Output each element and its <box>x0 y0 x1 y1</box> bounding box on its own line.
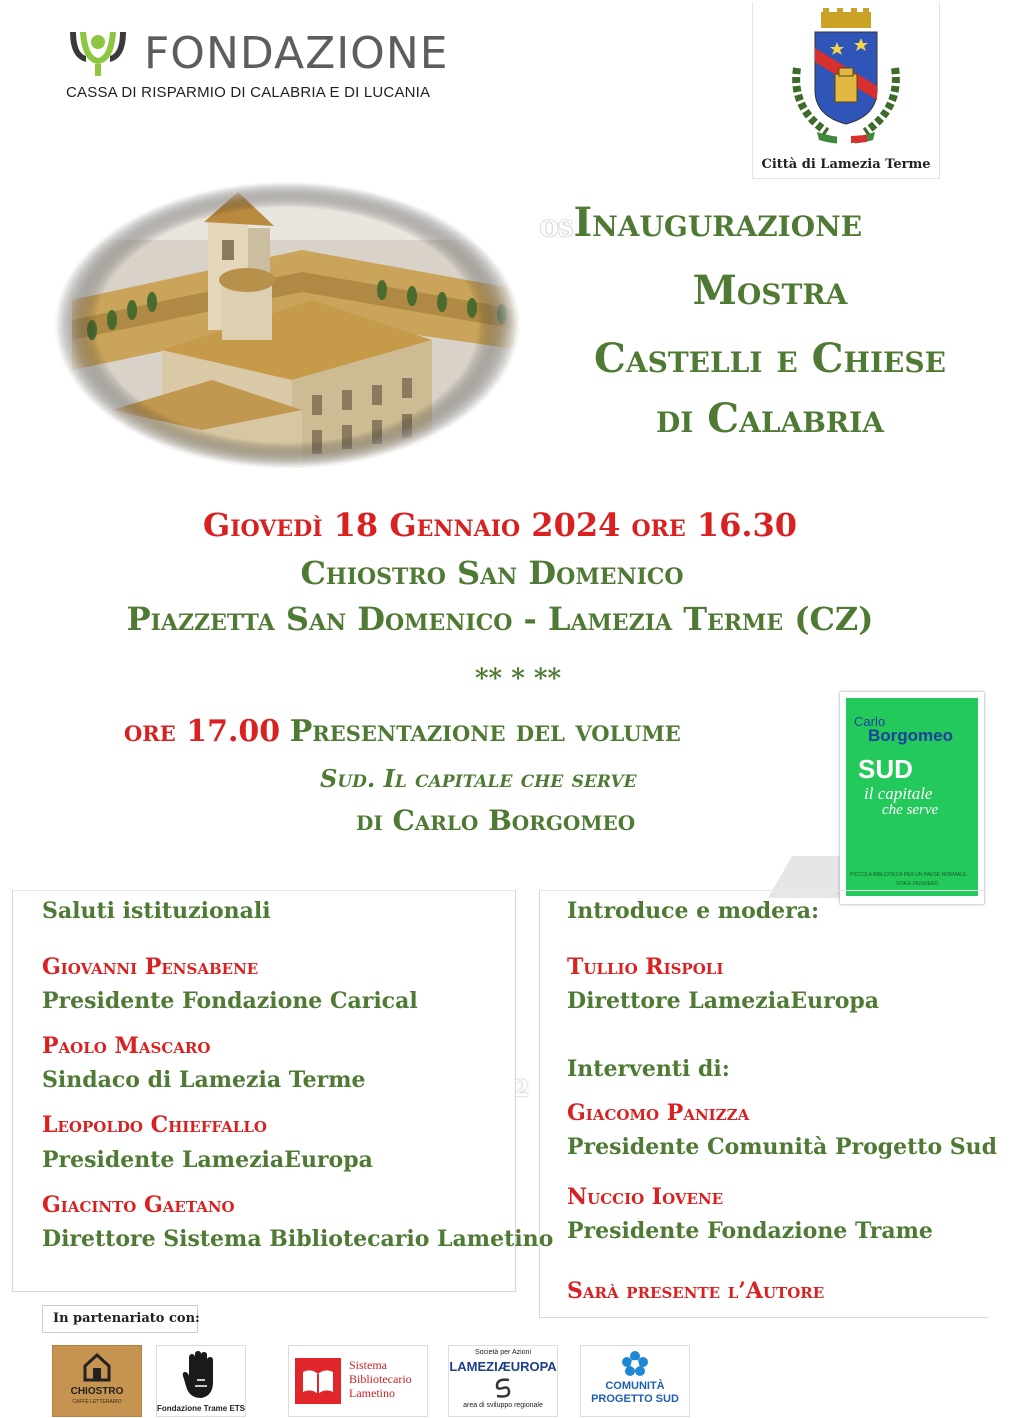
cps-line1: COMUNITÀ <box>605 1380 665 1392</box>
speaker-role: Presidente LameziaEuropa <box>42 1147 373 1173</box>
le-sub: area di sviluppo regionale <box>463 1402 543 1409</box>
book-author: di Carlo Borgomeo <box>356 804 636 837</box>
author-present-note: Sarà presente l’Autore <box>567 1278 825 1304</box>
fondazione-subtitle: CASSA DI RISPARMIO DI CALABRIA E DI LUCANIA <box>66 84 431 101</box>
book-cover <box>840 692 984 904</box>
speaker-role: Presidente Comunità Progetto Sud <box>567 1134 998 1160</box>
city-caption: Città di Lamezia Terme <box>761 157 931 172</box>
swirl-icon <box>493 1376 513 1400</box>
speaker-role: Direttore Sistema Bibliotecario Lametino <box>42 1226 554 1252</box>
fondazione-name: FONDAZIONE <box>144 28 449 79</box>
moderator-role: Direttore LameziaEuropa <box>567 988 880 1014</box>
sbl-line1: Sistema <box>349 1358 387 1372</box>
ghost-prefix: os <box>540 209 574 244</box>
hand-icon <box>181 1350 221 1400</box>
book-first-name: Carlo <box>854 714 886 729</box>
chiostro-sub: CAFFÈ LETTERARIO <box>72 1399 122 1405</box>
sbl-text <box>349 1358 412 1400</box>
book-publisher: VITA E PENSIERO <box>896 881 939 887</box>
book-footer: PICCOLA BIBLIOTECA PER UN PAESE NORMALE <box>850 872 967 878</box>
event-date-time: Giovedì 18 Gennaio 2024 ore 16.30 <box>202 506 798 544</box>
city-crest <box>752 2 940 179</box>
title-inaugurazione: Inaugurazione <box>573 199 863 246</box>
partners-label: In partenariato con: <box>53 1311 200 1326</box>
speaker-role: Presidente Fondazione Carical <box>42 988 418 1014</box>
trame-logo <box>156 1345 246 1417</box>
moderator-heading: Introduce e modera: <box>567 898 820 924</box>
separator: ** * ** <box>474 664 562 694</box>
title-castelli: Castelli e Chiese <box>594 335 946 382</box>
sbl-line3: Lametino <box>349 1386 395 1400</box>
moderator-name: Tullio Rispoli <box>567 954 724 980</box>
speaker-name: Giacinto Gaetano <box>42 1192 235 1218</box>
book-title: Sud. Il capitale che serve <box>320 764 637 793</box>
presentation-line <box>124 714 681 749</box>
fondazione-mark-icon <box>66 28 130 78</box>
coat-of-arms-icon <box>777 8 915 148</box>
exhibit-photo <box>52 180 522 470</box>
trame-name: Fondazione Trame ETS <box>157 1404 246 1413</box>
speaker-role: Sindaco di Lamezia Terme <box>42 1067 366 1093</box>
title-mostra: Mostra <box>692 267 848 314</box>
interventi-heading: Interventi di: <box>567 1056 730 1082</box>
le-name: LAMEZIÆUROPA <box>449 1359 557 1374</box>
speaker-name: Nuccio Iovene <box>567 1184 724 1210</box>
flower-icon <box>621 1350 649 1378</box>
book-sub1: il capitale <box>864 784 933 803</box>
speaker-name: Paolo Mascaro <box>42 1033 211 1059</box>
book-icon <box>295 1358 341 1404</box>
sbl-line2: Bibliotecario <box>349 1372 412 1386</box>
event-address: Piazzetta San Domenico - Lamezia Terme (CZ) <box>126 600 874 638</box>
cps-line2: PROGETTO SUD <box>591 1393 679 1405</box>
book-cover-face <box>846 698 978 896</box>
speaker-role: Presidente Fondazione Trame <box>567 1218 933 1244</box>
speaker-name: Leopoldo Chieffallo <box>42 1112 267 1138</box>
book-last-name: Borgomeo <box>868 726 953 745</box>
speaker-name: Giacomo Panizza <box>567 1100 750 1126</box>
title-line-1 <box>540 200 960 250</box>
saluti-heading: Saluti istituzionali <box>42 898 271 924</box>
chiostro-logo <box>52 1345 142 1417</box>
book-sub2: che serve <box>882 802 939 818</box>
chiostro-house-icon <box>83 1352 111 1382</box>
sbl-logo <box>288 1345 428 1417</box>
cps-text <box>581 1380 689 1406</box>
le-top: Società per Azioni <box>474 1349 532 1356</box>
speaker-name: Giovanni Pensabene <box>42 954 259 980</box>
event-venue: Chiostro San Domenico <box>300 554 684 592</box>
book-sud: SUD <box>858 754 913 784</box>
comunita-progetto-sud-logo <box>580 1345 690 1417</box>
fondazione-logo <box>66 26 449 106</box>
stray-mark: 2 <box>514 1076 530 1102</box>
presentation-label: Presentazione del volume <box>289 714 681 749</box>
title-calabria: di Calabria <box>655 395 885 442</box>
chiostro-name: CHIOSTRO <box>70 1386 124 1397</box>
partners-label-box <box>42 1305 198 1333</box>
presentation-time: ore 17.00 <box>124 714 281 749</box>
lameziaeuropa-logo <box>448 1345 558 1417</box>
